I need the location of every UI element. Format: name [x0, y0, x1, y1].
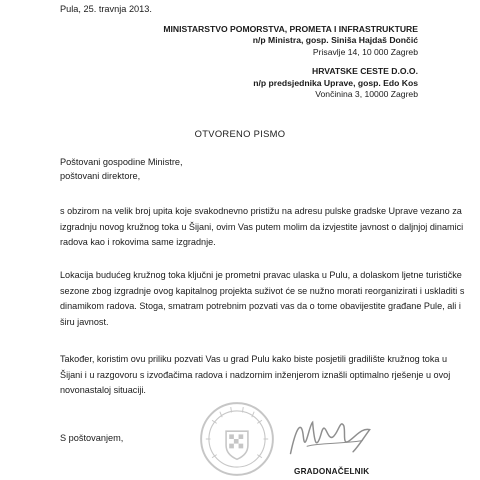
recipient-name: HRVATSKE CESTE D.O.O. [311, 66, 418, 77]
signatory-title: GRADONAČELNIK [294, 467, 370, 476]
recipient-name: MINISTARSTVO POMORSTVA, PROMETA I INFRASTRUKTURE [163, 24, 418, 34]
letter-title: OTVORENO PISMO [194, 128, 286, 139]
recipient-attention: n/p predsjednika Uprave, gosp. Edo Kos [253, 77, 418, 88]
recipient-address: Vončinina 3, 10000 Zagreb [315, 89, 418, 100]
body-paragraph-2 [60, 268, 465, 330]
paragraph-line: Šijani i u razgovoru s izvođačima radova i nadzornim inženjerom iznašli optimalno rješenje u ovoj [60, 369, 451, 380]
recipient-ministry [163, 24, 418, 58]
official-stamp-icon [198, 400, 276, 478]
paragraph-line: izgradnju novog kružnog toka u Šijani, ovim Vas putem molim da izvjestite javnost o daljnjoj dinamici [60, 221, 464, 232]
recipient-attention: n/p Ministra, gosp. Siniša Hajdaš Dončić [252, 35, 418, 46]
handwritten-signature-icon [285, 408, 377, 466]
closing: S poštovanjem, [60, 433, 124, 443]
recipient-address: Prisavlje 14, 10 000 Zagreb [312, 46, 418, 57]
paragraph-line: radova kao i rokovima same izgradnje. [60, 237, 216, 248]
paragraph-line: dinamikom radova. Stoga, smatram potrebnim pozvati vas da o tome obavijestite građane Pule, ali i [60, 301, 461, 312]
letter-date: Pula, 25. travnja 2013. [60, 4, 152, 14]
paragraph-line: sezone zbog izgradnje ovog kapitalnog projekta suživot će se nužno morati reorganizirati i uskladiti s [60, 285, 465, 296]
greeting [60, 155, 183, 183]
greeting-line: poštovani direktore, [60, 171, 141, 182]
paragraph-line: Lokacija budućeg kružnog toka ključni je prometni pravac ulaska u Pulu, a dolaskom ljetne turističke [60, 270, 462, 280]
paragraph-line: novonastaloj situaciji. [60, 385, 146, 396]
recipient-company [163, 66, 418, 100]
paragraph-line: s obzirom na velik broj upita koje svakodnevno pristižu na adresu pulske gradske Uprave vezano za [60, 206, 462, 216]
recipients-block [163, 24, 418, 100]
greeting-line: Poštovani gospodine Ministre, [60, 157, 183, 167]
paragraph-line: širu javnost. [60, 316, 109, 327]
body-paragraph-3 [60, 352, 451, 399]
body-paragraph-1 [60, 204, 464, 251]
paragraph-line: Također, koristim ovu priliku pozvati Vas u grad Pulu kako biste posjetili gradilište kružnog toka u [60, 354, 448, 364]
